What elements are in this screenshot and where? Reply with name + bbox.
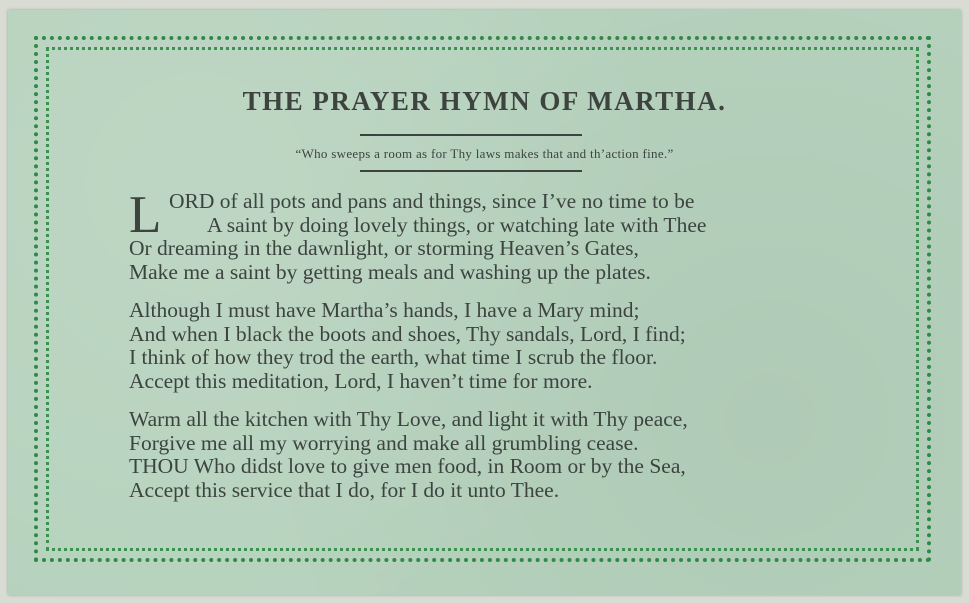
stanza-3 bbox=[129, 408, 889, 502]
page-title: THE PRAYER HYMN OF MARTHA. bbox=[242, 86, 727, 116]
poem-line: I think of how they trod the earth, what time I scrub the floor. bbox=[129, 345, 658, 369]
poem-line: Warm all the kitchen with Thy Love, and light it with Thy peace, bbox=[129, 407, 688, 431]
title-rule-top bbox=[360, 134, 582, 136]
drop-cap: L bbox=[129, 186, 162, 244]
title-rule-bottom bbox=[360, 170, 582, 172]
poem-line: Or dreaming in the dawnlight, or storming Heaven’s Gates, bbox=[129, 236, 639, 260]
poem-line: ORD of all pots and pans and things, since I’ve no time to be bbox=[169, 189, 695, 213]
stanza-2 bbox=[129, 299, 889, 393]
poem-line: Accept this service that I do, for I do it unto Thee. bbox=[129, 477, 560, 502]
card bbox=[8, 10, 961, 595]
poem-line: Forgive me all my worrying and make all grumbling cease. bbox=[129, 430, 639, 455]
poem-line: And when I black the boots and shoes, Thy sandals, Lord, I find; bbox=[129, 321, 686, 346]
poem-line: Make me a saint by getting meals and washing up the plates. bbox=[129, 259, 651, 284]
poem-body bbox=[129, 186, 889, 517]
opening-lines bbox=[129, 186, 889, 244]
stanza-1 bbox=[129, 186, 889, 284]
poem-line: Although I must have Martha’s hands, I have a Mary mind; bbox=[129, 298, 640, 322]
epigraph: “Who sweeps a room as for Thy laws makes that and th’action fine.” bbox=[295, 146, 674, 161]
poem-line: Accept this meditation, Lord, I haven’t time for more. bbox=[129, 368, 593, 393]
poem-line: A saint by doing lovely things, or watching late with Thee bbox=[207, 212, 707, 237]
poem-line: THOU Who didst love to give men food, in Room or by the Sea, bbox=[129, 454, 686, 478]
